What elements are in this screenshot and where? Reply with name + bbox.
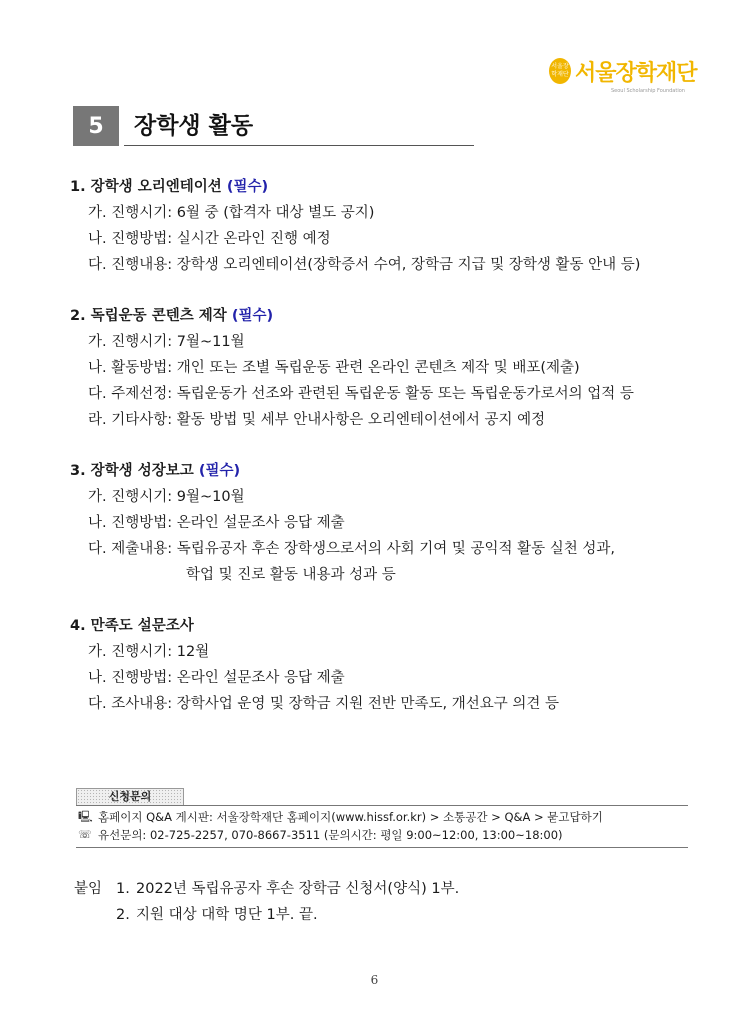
computer-icon: 🖳 <box>78 810 93 823</box>
inquiry-box <box>76 788 688 848</box>
activity-orientation <box>70 174 710 278</box>
activity-detail: 라. 기타사항: 활동 방법 및 세부 안내사항은 오리엔테이션에서 공지 예정 <box>88 412 546 428</box>
activity-heading: 2. 독립운동 콘텐츠 제작 (필수) <box>70 308 274 324</box>
activity-detail-continued: 학업 및 진로 활동 내용과 성과 등 <box>186 567 396 583</box>
activity-detail: 나. 활동방법: 개인 또는 조별 독립운동 관련 온라인 콘텐츠 제작 및 배포(제출) <box>88 360 580 376</box>
activity-detail: 나. 진행방법: 온라인 설문조사 응답 제출 <box>88 515 345 531</box>
activity-detail: 나. 진행방법: 온라인 설문조사 응답 제출 <box>88 670 345 686</box>
required-badge: (필수) <box>231 308 274 324</box>
inquiry-row-homepage <box>78 808 686 826</box>
activity-detail: 다. 주제선정: 독립운동가 선조와 관련된 독립운동 활동 또는 독립운동가로서의 업적 등 <box>88 386 634 402</box>
attachment-item: 붙임 1. 2022년 독립유공자 후손 장학금 신청서(양식) 1부. <box>74 876 459 902</box>
activity-heading: 1. 장학생 오리엔테이션 (필수) <box>70 179 269 195</box>
telephone-icon: ☏ <box>78 828 92 841</box>
required-badge: (필수) <box>198 463 241 479</box>
attachment-item: 2. 지원 대상 대학 명단 1부. 끝. <box>116 907 318 923</box>
logo-badge: 서울장학재단 <box>549 58 571 84</box>
inquiry-text: 홈페이지 Q&A 게시판: 서울장학재단 홈페이지(www.hissf.or.kr) > 소통공간 > Q&A > 묻고답하기 <box>98 810 603 824</box>
page-number: 6 <box>370 973 379 987</box>
activity-detail: 다. 진행내용: 장학생 오리엔테이션(장학증서 수여, 장학금 지급 및 장학생 활동 안내 등) <box>88 257 641 273</box>
activity-detail: 가. 진행시기: 9월~10월 <box>88 489 245 505</box>
inquiry-content <box>76 805 688 848</box>
activity-detail: 가. 진행시기: 12월 <box>88 644 210 660</box>
section-title-rule <box>124 145 474 146</box>
activity-detail: 가. 진행시기: 7월~11월 <box>88 334 245 350</box>
section-number: 5 <box>73 106 119 146</box>
required-badge: (필수) <box>226 179 269 195</box>
activity-detail: 나. 진행방법: 실시간 온라인 진행 예정 <box>88 231 331 247</box>
inquiry-row-phone <box>78 826 686 844</box>
attachments <box>74 876 459 928</box>
activity-growth-report <box>70 458 710 588</box>
activity-detail: 가. 진행시기: 6월 중 (합격자 대상 별도 공지) <box>88 205 375 221</box>
activity-satisfaction-survey <box>70 613 710 717</box>
foundation-logo <box>549 56 699 100</box>
activity-content-production <box>70 303 710 433</box>
inquiry-label: 신청문의 <box>76 788 184 805</box>
logo-subtitle: Seoul Scholarship Foundation <box>611 88 685 94</box>
activity-heading: 4. 만족도 설문조사 <box>70 618 194 634</box>
logo-text: 서울장학재단 <box>575 61 697 86</box>
section-title: 장학생 활동 <box>134 113 254 139</box>
activity-detail: 다. 제출내용: 독립유공자 후손 장학생으로서의 사회 기여 및 공익적 활동 실천 성과, <box>88 541 616 557</box>
inquiry-text: 유선문의: 02-725-2257, 070-8667-3511 (문의시간: 평일 9:00~12:00, 13:00~18:00) <box>98 828 563 842</box>
attachment-label: 붙임 <box>74 881 103 897</box>
activity-detail: 다. 조사내용: 장학사업 운영 및 장학금 지원 전반 만족도, 개선요구 의견 등 <box>88 696 560 712</box>
activity-list <box>70 174 710 742</box>
activity-heading: 3. 장학생 성장보고 (필수) <box>70 463 241 479</box>
